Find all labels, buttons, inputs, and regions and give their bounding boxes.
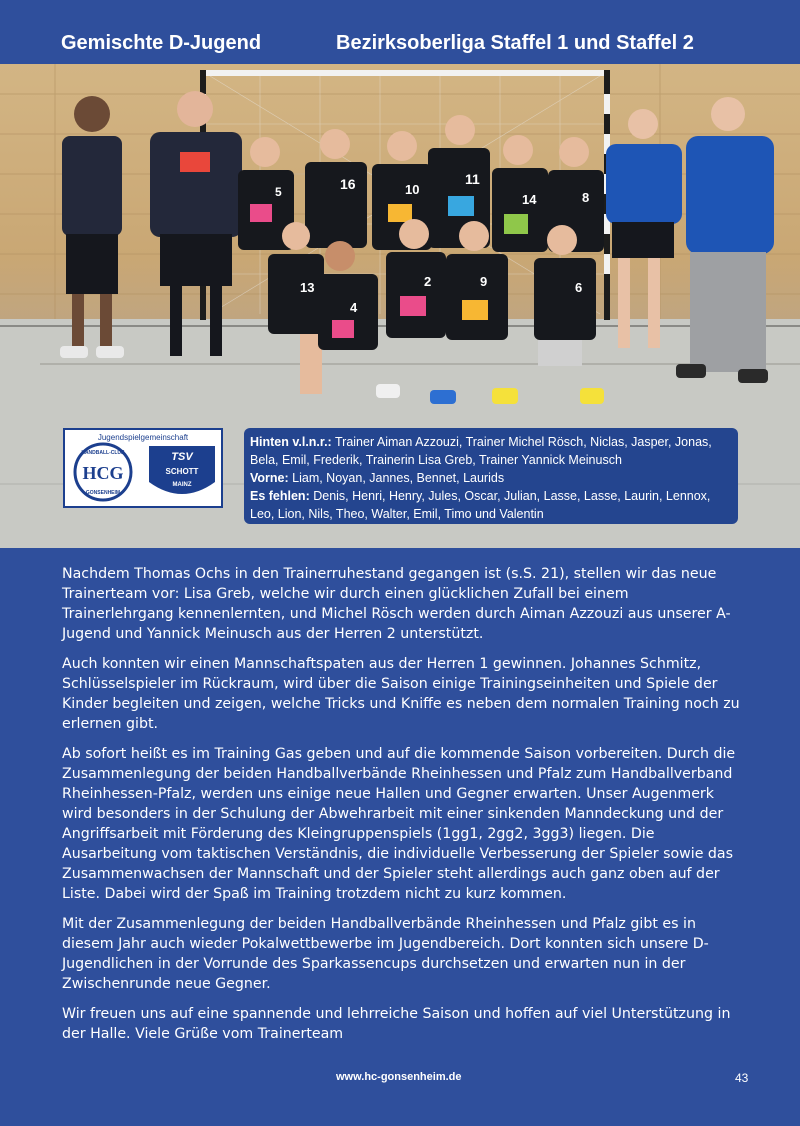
paragraph-4: Mit der Zusammenlegung der beiden Handballverbände Rheinhessen und Pfalz gibt es in diesem Jahr auch wieder Pokalwettbewerbe im Jugendbereich. Dort konnten sich unsere D-Jugendlichen in der Vorrunde des Sparkassencups durchsetzen und erwarten nun in der Zwischenrunde neue Gegner. — [62, 916, 709, 992]
back-row-player-5 — [492, 135, 548, 252]
logo-club-text: HANDBALL-CLUB — [81, 450, 125, 456]
club-logo — [63, 428, 223, 508]
logo-partner-name: SCHOTT — [165, 467, 199, 476]
caption-missing-text: Denis, Henri, Henry, Jules, Oscar, Julian, Lasse, Lasse, Laurin, Lennox, — [309, 489, 711, 503]
caption-front-text: Liam, Noyan, Jannes, Bennet, Laurids — [288, 471, 505, 485]
jersey-number: 5 — [275, 185, 282, 199]
paragraph-2: Auch konnten wir einen Mannschaftspaten aus der Herren 1 gewinnen. Johannes Schmitz, Schlüsselspieler im Rückraum, wird über die Saison einige Trainingseinheiten und Spiele der Kinder begleiten und zeigen, welche Tricks und Kniffe es neben dem normalen Training noch zu erlernen gibt. — [62, 656, 740, 732]
paragraph-5: Wir freuen uns auf eine spannende und lehrreiche Saison und hoffen auf viel Unterstützung in der Halle. Viele Grüße vom Trainerteam — [62, 1006, 731, 1042]
logo-partner-top: TSV — [171, 451, 193, 463]
jersey-number: 14 — [522, 192, 537, 207]
logo-partner-city: MAINZ — [172, 482, 192, 488]
coach-4 — [676, 97, 774, 383]
jersey-number: 16 — [340, 176, 356, 192]
logo-arc-text: Jugendspielgemeinschaft — [97, 433, 189, 442]
caption-back-text-cont: Bela, Emil, Frederik, Trainerin Lisa Greb, Trainer Yannick Meinusch — [250, 453, 622, 467]
jersey-number: 11 — [465, 171, 480, 187]
paragraph-1: Nachdem Thomas Ochs in den Trainerruhestand gegangen ist (s.S. 21), stellen wir das neue Trainerteam vor: Lisa Greb, welche wir durch einen glücklichen Zufall bei einem Trainerlehrgang kennenlernten, und Michel Rösch werden durch Aiman Azzouzi aus unserer A-Jugend und Yannick Meinusch aus der Herren 2 unterstützt. — [62, 566, 731, 642]
page-number: 43 — [735, 1071, 749, 1085]
page-header — [0, 0, 800, 64]
paragraph-3: Ab sofort heißt es im Training Gas geben und auf die kommende Saison vorbereiten. Durch die Zusammenlegung der beiden Handballverbände Rheinhessen und Pfalz zum Handballverband Rheinhessen-Pfalz, werden uns einige neue Hallen und Gegner erwarten. Unser Augenmerk wird besonders in der Schulung der Abwehrarbeit mit einer sinkenden Manndeckung und der Angriffsarbeit mit Förderung des Kleingruppenspiels (1gg1, 2gg2, 3gg3) liegen. Die Ausarbeitung vom taktischen Verständnis, die individuelle Verbesserung der Spieler sowie das Zusammenwachsen der Mannschaft und der Spieler steht allerdings auch ganz oben auf der Liste. Dabei wird der Spaß im Training trotzdem nicht zu kurz kommen. — [62, 746, 736, 902]
league-title: Bezirksoberliga Staffel 1 und Staffel 2 — [336, 32, 694, 54]
front-row-player-2 — [318, 241, 378, 350]
footer-url: www.hc-gonsenheim.de — [336, 1071, 462, 1083]
caption-back-text: Trainer Aiman Azzouzi, Trainer Michel Rösch, Niclas, Jasper, Jonas, — [331, 435, 712, 449]
logo-club-initials: HCG — [82, 463, 124, 483]
photo-caption — [244, 428, 738, 524]
caption-front-label: Vorne: — [250, 471, 289, 485]
jersey-number: 6 — [575, 280, 583, 295]
jersey-number: 8 — [582, 190, 590, 205]
article-body — [62, 564, 742, 1054]
jsg-logo-illustration — [65, 430, 221, 506]
back-row-player-2 — [305, 129, 367, 248]
coach-3 — [606, 109, 682, 348]
jersey-number: 9 — [480, 274, 488, 289]
jersey-number: 10 — [405, 182, 420, 197]
team-title: Gemischte D-Jugend — [61, 32, 262, 54]
caption-back-label: Hinten v.l.n.r.: — [250, 435, 332, 449]
jersey-number: 13 — [300, 280, 315, 295]
team-photo — [0, 64, 800, 548]
caption-missing-text-cont: Leo, Lion, Nils, Theo, Walter, Emil, Timo und Valentin — [250, 507, 544, 521]
jersey-number: 4 — [350, 300, 358, 315]
coach-2 — [150, 91, 242, 356]
jersey-number: 2 — [424, 274, 432, 289]
logo-club-city: GONSENHEIM — [85, 490, 121, 496]
caption-missing-label: Es fehlen: — [250, 489, 310, 503]
coach-left — [60, 96, 124, 358]
